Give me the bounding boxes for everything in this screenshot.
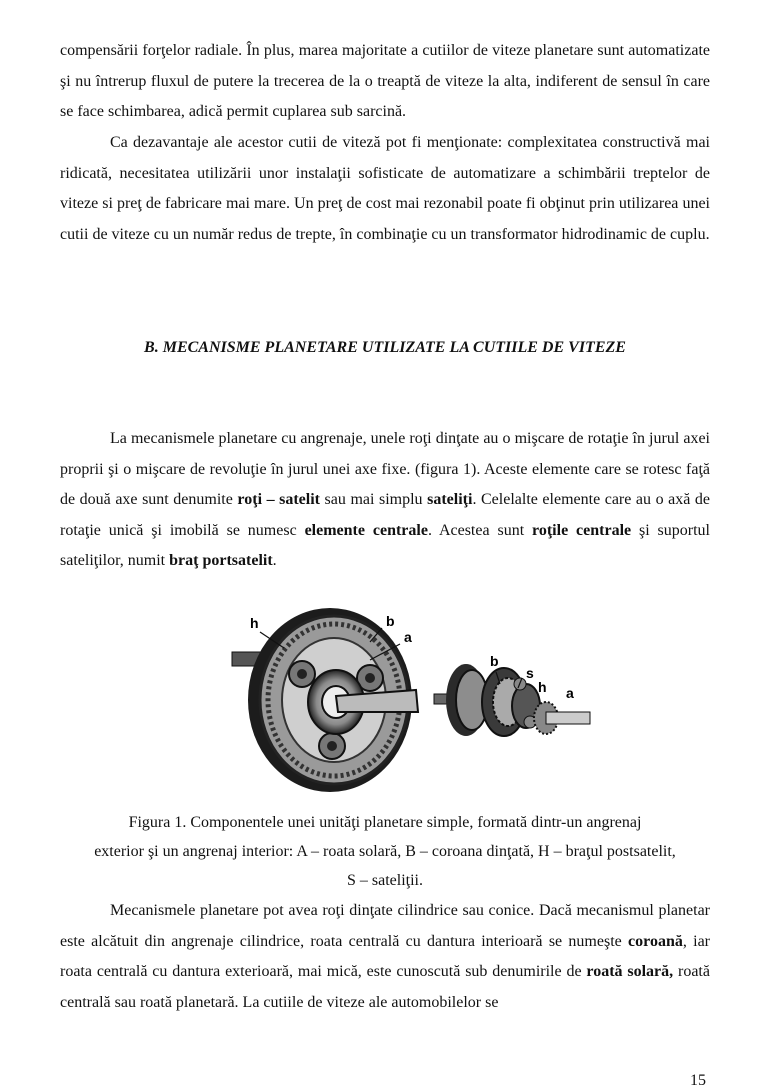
term-brat-portsatelit: braţ portsatelit <box>169 552 273 569</box>
planetary-gear-figure <box>220 600 600 800</box>
label-b-right: b <box>490 653 499 669</box>
caption-line-1: Figura 1. Componentele unei unităţi planetare simple, formată dintr-un angrenaj <box>128 814 642 831</box>
term-rotile-centrale: roţile centrale <box>532 521 632 539</box>
paragraph-2: Ca dezavantaje ale acestor cutii de viteză pot fi menţionate: complexitatea constructivă mai ridicată, necesitatea utilizării unor instalaţii sofisticate de automatizare a schimbării treptelor de viteze si preţ de fabricare mai mare. Un preţ de cost mai rezonabil poate fi obţinut prin utilizarea unei cutii de viteze cu un număr redus de trepte, în combinaţie cu un transformator hidrodinamic de cuplu. <box>60 134 710 243</box>
term-roti-satelit: roţi – satelit <box>237 491 320 508</box>
text-run: La mecanismele planetare cu angrenaje, unele roţi dinţate au o mişcare de rotaţie în jurul axei proprii şi o mişcare de revoluţie în jurul unei axe fixe. (figura 1). Aceste elemente care se rotesc faţă de două axe sunt denumite <box>60 430 710 508</box>
label-s-right: s <box>526 665 534 681</box>
figure-caption <box>60 808 710 895</box>
label-h-left: h <box>250 615 259 631</box>
label-a-left: a <box>404 629 412 645</box>
term-coroana: coroană <box>628 932 683 950</box>
paragraph-4 <box>60 896 710 1018</box>
text-run: . <box>272 552 277 569</box>
text-run: şi suportul sateliţilor, numit <box>60 521 711 569</box>
label-b-left: b <box>386 613 395 629</box>
left-gear-assembly <box>232 608 418 792</box>
text-run: , iar roata centrală cu dantura exterioară, mai mică, este cunoscută sub denumirile de <box>60 932 711 980</box>
page-number: 15 <box>690 1072 706 1089</box>
text-run: roată centrală sau roată planetară. La cutiile de viteze ale automobilelor se <box>60 963 710 1011</box>
text-run: sau mai simplu <box>320 491 428 508</box>
paragraph-1: compensării forţelor radiale. În plus, marea majoritate a cutiilor de viteze planetare sunt automatizate şi nu întrerup fluxul de putere la trecerea de la o treaptă de viteze la alta, indiferent de sensul în care se face schimbarea, adică permit cuplarea sub sarcină. <box>60 42 710 120</box>
term-elemente-centrale: elemente centrale <box>304 521 428 539</box>
text-run: Mecanismele planetare pot avea roţi dinţate cilindrice sau conice. Dacă mecanismul planetar este alcătuit din angrenaje cilindrice, roata centrală cu dantura interioară se numeşte <box>60 902 710 950</box>
caption-line-3: S – sateliţii. <box>347 872 423 889</box>
section-heading: B. MECANISME PLANETARE UTILIZATE LA CUTIILE DE VITEZE <box>144 339 626 356</box>
term-sateliti: sateliţi <box>427 491 473 508</box>
text-run: . Celelalte elemente care au o axă de rotaţie unică şi imobilă se numesc <box>60 491 711 539</box>
label-h-right: h <box>538 679 547 695</box>
term-roata-solara: roată solară, <box>586 963 674 980</box>
text-run: . Acestea sunt <box>427 521 533 539</box>
planetary-gear-illustration <box>220 600 600 800</box>
right-gear-assembly <box>434 653 590 736</box>
paragraph-3 <box>60 424 710 577</box>
caption-line-2: exterior şi un angrenaj interior: A – roata solară, B – coroana dinţată, H – braţul postsatelit, <box>94 843 676 860</box>
label-a-right: a <box>566 685 574 701</box>
